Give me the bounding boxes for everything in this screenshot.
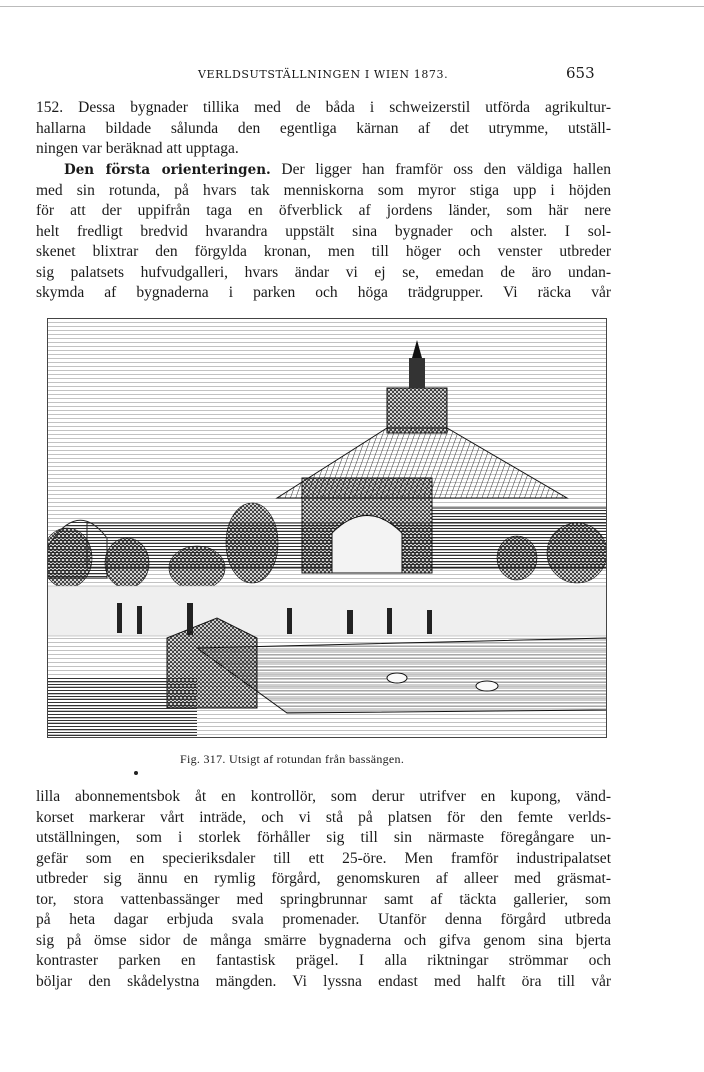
paragraph-continuation xyxy=(36,787,611,992)
section-heading: Den första orienteringen. xyxy=(64,162,271,178)
running-head: VERLDSUTSTÄLLNINGEN I WIEN 1873. xyxy=(198,68,449,81)
entrance-arch xyxy=(332,516,402,574)
text-line: ningen var beräknad att upptaga. xyxy=(36,140,239,157)
top-edge-rule xyxy=(0,6,704,7)
text-line: gefär som en specieriksdaler till ett 25-öre. Men framför industripalatset xyxy=(36,849,611,867)
text-line: helt fredligt bredvid hvarandra uppstält sina bygnader och alster. I sol- xyxy=(36,222,611,240)
rotunda-lantern xyxy=(387,388,447,433)
paragraph-intro xyxy=(36,98,611,160)
text-line: sig palatsets hufvudgalleri, hvars ändar vi ej se, emedan de äro undan- xyxy=(36,263,611,281)
text-line: korset markerar vårt inträde, och vi stå på platsen för den femte verlds- xyxy=(36,808,611,826)
text-line: skenet blixtrar den förgylda kronan, men till höger och venster utbreder xyxy=(36,243,611,260)
page-number: 653 xyxy=(566,64,595,82)
stray-dot xyxy=(134,771,138,775)
text-line: skymda af bygnaderna i parken och höga trädgrupper. Vi räcka vår xyxy=(36,284,611,301)
foreground-reeds xyxy=(47,678,197,738)
figure-caption: Fig. 317. Utsigt af rotundan från bassängen. xyxy=(180,752,405,766)
paragraph-orientation xyxy=(36,160,611,304)
text-line: hallarna bildade sålunda den egentliga kärnan af det utrymme, utställ- xyxy=(36,119,611,137)
text-line: för att der uppifrån taga en öfverblick af jordens länder, som här nere xyxy=(36,202,611,219)
promenade xyxy=(47,586,607,636)
text-line: sig på ömse sidor de många smärre bygnaderna och gifva genom sina bjerta xyxy=(36,931,611,949)
text-line: med sin rotunda, på hvars tak menniskorna som myror stiga upp i höjden xyxy=(36,181,611,199)
text-line: 152. Dessa bygnader tillika med de båda i schweizerstil utförda agrikultur- xyxy=(36,99,611,116)
text-line: kontraster parken en fantastisk prägel. I alla riktningar strömmar och xyxy=(36,952,611,969)
text-line-with-heading xyxy=(36,160,611,181)
text-span: Der ligger han framför oss den väldiga hallen xyxy=(281,161,611,178)
text-line: lilla abonnementsbok åt en kontrollör, som derur utrifver en kupong, vänd- xyxy=(36,788,611,805)
text-line: utbreder sig ännu en rymlig förgård, genomskuren af alleer med gräsmat- xyxy=(36,870,611,887)
rotunda-cupola xyxy=(409,358,425,388)
text-line: utställningen, som i storlek förhåller sig till sin närmaste föregångare un- xyxy=(36,829,611,846)
text-line: tor, stora vattenbassänger med springbrunnar samt af täckta gallerier, som xyxy=(36,890,611,908)
text-line: böljar den skådelystna mängden. Vi lyssna endast med halft öra till vår xyxy=(36,972,611,990)
rotunda-engraving xyxy=(47,318,607,738)
text-line: på heta dagar erbjuda svala promenader. Utanför denna förgård utbreda xyxy=(36,911,611,928)
